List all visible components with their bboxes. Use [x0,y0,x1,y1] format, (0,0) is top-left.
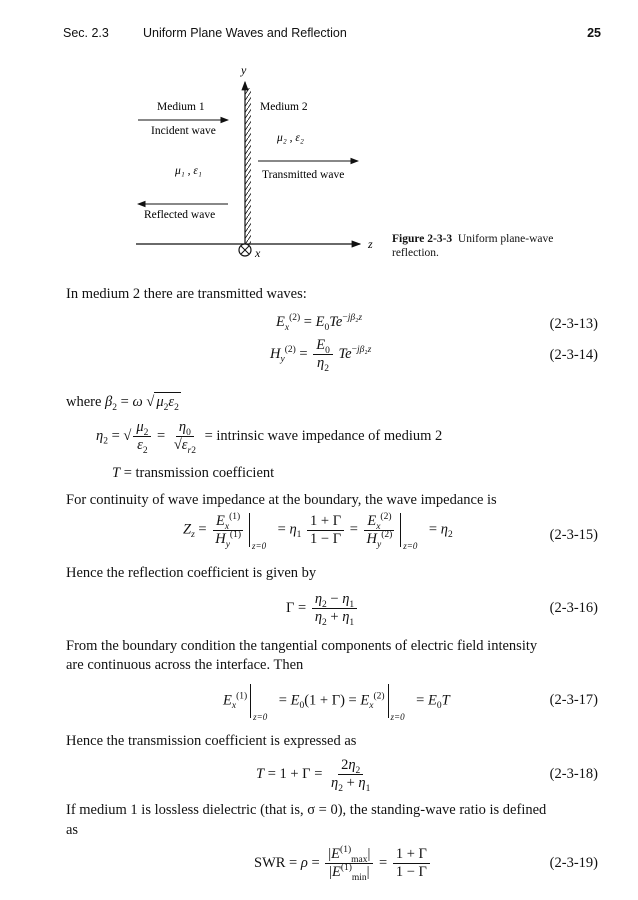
y-axis-label: y [241,63,247,77]
eqno-2-3-18: (2-3-18) [549,766,598,782]
medium2-params: μ₂ , ε₂ [277,132,304,144]
medium1-label: Medium 1 [157,101,205,113]
lossless-text-2: as [66,822,79,838]
eta2-definition: $\eta_2$ = √ $\frac{\mu_2}{\varepsilon_2}$ = $\frac{\eta_0}{√\varepsilon_{r2}}$ = intrinsic wave impedance of medium 2 [96,419,443,456]
medium1-params: μ₁ , ε₁ [175,165,202,177]
boundary-text-2: are continuous across the interface. Then [66,657,304,673]
medium2-label: Medium 2 [260,101,308,113]
intro-text: In medium 2 there are transmitted waves: [66,286,307,302]
section-title: Uniform Plane Waves and Reflection [143,26,347,40]
eqno-2-3-13: (2-3-13) [549,316,598,332]
eqno-2-3-17: (2-3-17) [549,692,598,708]
where-beta: where $\beta_2 = \omega$ √ $\mu_2\varepsilon_2$ [66,394,179,413]
equation-2-3-19: SWR = ρ = $\frac{|E^{(1)}_{max}|}{|E^{(1)}_{min}|}$ = $\frac{1 + \Gamma}{1 - \Gamma}$ [254,847,432,880]
incident-label: Incident wave [151,125,216,137]
hence-reflection-text: Hence the reflection coefficient is given by [66,565,317,581]
eqno-2-3-16: (2-3-16) [549,600,598,616]
lossless-text-1: If medium 1 is lossless dielectric (that is, σ = 0), the standing-wave ratio is defined [66,802,547,818]
equation-2-3-13: $E_x^{(2)} = E_0Te^{-j\beta_2z}$ [276,313,363,333]
page-number: 25 [587,26,601,40]
caption-label: Figure 2-3-3 [392,233,453,245]
transmitted-label: Transmitted wave [262,169,345,181]
eqno-2-3-15: (2-3-15) [549,527,598,543]
where-word: where [66,394,102,410]
continuity-text: For continuity of wave impedance at the boundary, the wave impedance is [66,492,497,508]
equation-2-3-18: T = 1 + Γ = $\frac{2\eta_2}{\eta_2 + \eta_1}$ [256,757,371,794]
reflected-label: Reflected wave [144,209,216,221]
boundary-text-1: From the boundary condition the tangential components of electric field intensity [66,638,538,654]
eqno-2-3-19: (2-3-19) [549,855,598,871]
boundary-hatch [245,88,251,248]
equation-2-3-16: Γ = $\frac{\eta_2 - \eta_1}{\eta_2 + \eta_1}$ [286,592,359,625]
caption-text: Uniform plane-wave reflection. [392,233,554,259]
figure-caption [392,232,602,260]
x-axis-label: x [255,246,261,260]
intrinsic-text: = intrinsic wave impedance of medium 2 [204,427,443,444]
equation-2-3-15: $Z_z$ = $\frac{E_x^{(1)}}{H_y^{(1)}}$ z=0 = $\eta_1$ $\frac{1 + \Gamma}{1 - \Gamma}$ = $\frac{E_x^{(2)}}{H_y^{(2)}}$ z=0 = $\eta_2$ [183,511,453,551]
z-axis-label: z [368,237,373,251]
equation-2-3-14: $H_y^{(2)}$ = $\frac{E_0}{\eta_2}$ $Te^{-j\beta_2z}$ [270,337,372,374]
eqno-2-3-14: (2-3-14) [549,347,598,363]
section-number: Sec. 2.3 [63,26,109,40]
T-definition: T = transmission coefficient [112,465,275,481]
hence-transmission-text: Hence the transmission coefficient is expressed as [66,733,357,749]
T-def-text: = transmission coefficient [123,465,275,481]
equation-2-3-17: $E_x^{(1)}$ z=0 = $E_0(1 + \Gamma) = E_x^{(2)}$ z=0 = $E_0T$ [223,684,450,718]
